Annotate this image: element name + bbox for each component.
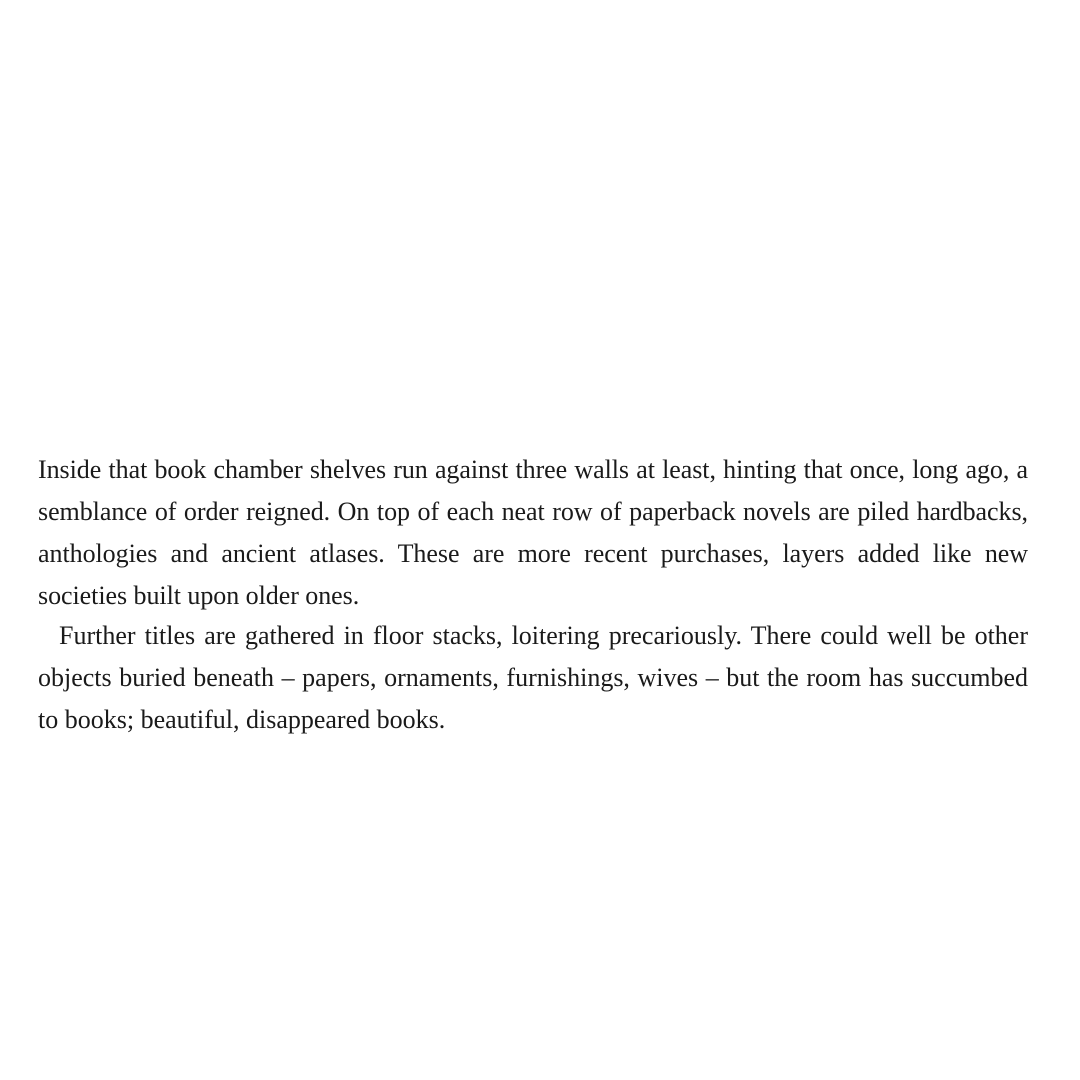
paragraph-1: Inside that book chamber shelves run against three walls at least, hinting that once, long ago, a semblance of order reigned. On top of each neat row of paperback novels are piled hardbacks, anthologies and ancient atlases. These are more recent purchases, layers added like new societies built upon older ones. [38, 455, 1028, 610]
body-text [38, 449, 1028, 741]
paragraph-2: Further titles are gathered in floor stacks, loitering precariously. There could well be other objects buried beneath – papers, ornaments, furnishings, wives – but the room has succumbed to books; beautiful, disappeared books. [38, 621, 1028, 734]
